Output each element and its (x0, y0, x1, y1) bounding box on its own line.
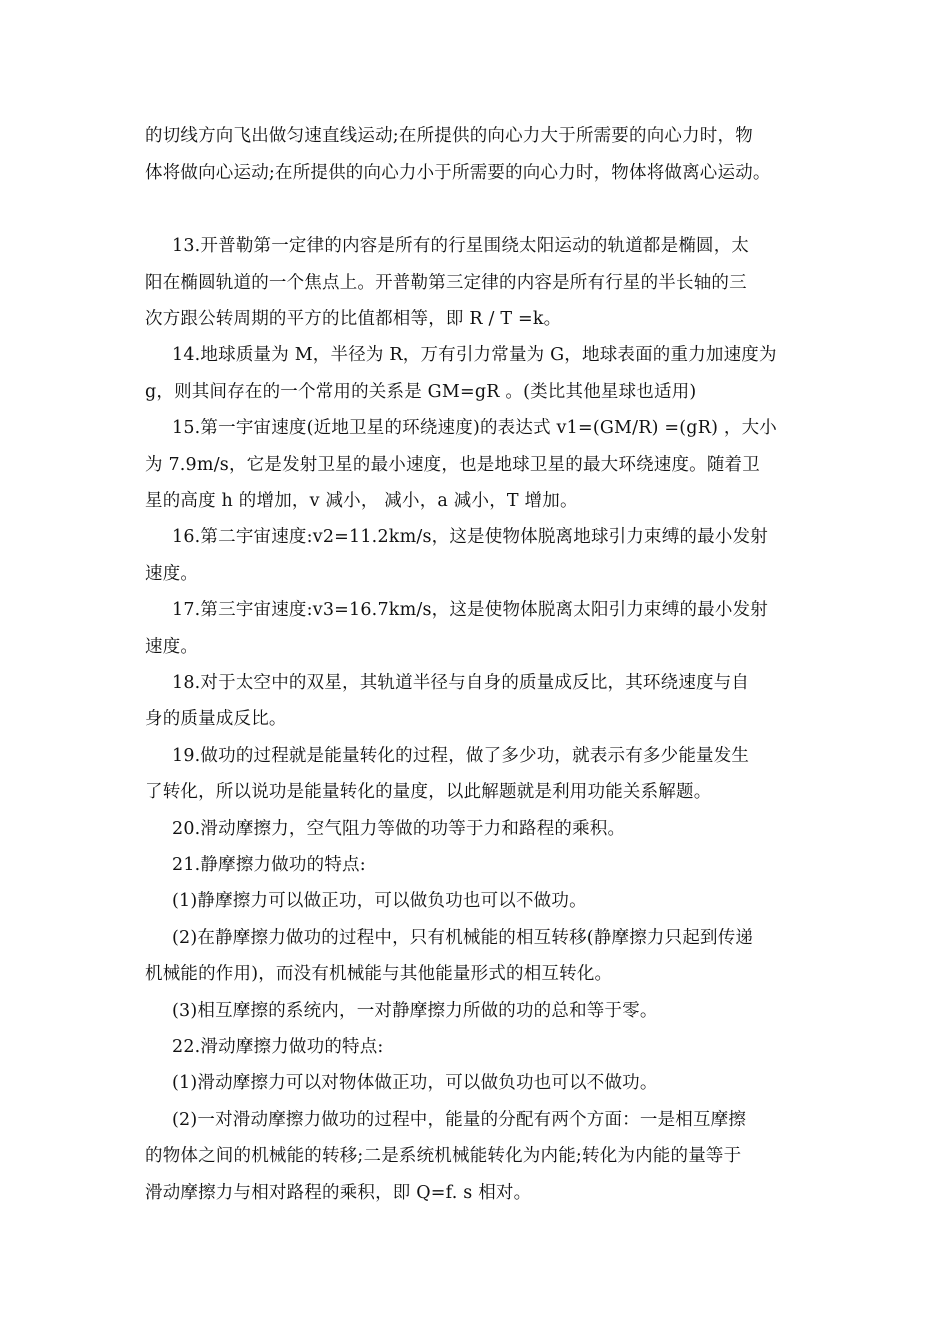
paragraph-22: 22.滑动摩擦力做功的特点: (172, 1037, 384, 1057)
list-item: (1)滑动摩擦力可以对物体做正功，可以做负功也可以不做功。 (172, 1073, 658, 1093)
paragraph-20: 20.滑动摩擦力，空气阻力等做的功等于力和路程的乘积。 (172, 819, 626, 839)
paragraph-13: 13.开普勒第一定律的内容是所有的行星围绕太阳运动的轨道都是椭圆，太 (172, 236, 750, 256)
text-line: 星的高度 h 的增加，v 减小， 减小，a 减小，T 增加。 (145, 491, 578, 511)
text-line: 阳在椭圆轨道的一个焦点上。开普勒第三定律的内容是所有行星的半长轴的三 (145, 273, 747, 293)
paragraph-17: 17.第三宇宙速度:v3=16.7km/s，这是使物体脱离太阳引力束缚的最小发射 (172, 600, 768, 620)
list-item: (1)静摩擦力可以做正功，可以做负功也可以不做功。 (172, 891, 587, 911)
list-item: (2)一对滑动摩擦力做功的过程中，能量的分配有两个方面：一是相互摩擦 (172, 1110, 747, 1130)
list-item: (3)相互摩擦的系统内，一对静摩擦力所做的功的总和等于零。 (172, 1001, 658, 1021)
text-line: 体将做向心运动;在所提供的向心力小于所需要的向心力时，物体将做离心运动。 (145, 163, 771, 183)
paragraph-16: 16.第二宇宙速度:v2=11.2km/s，这是使物体脱离地球引力束缚的最小发射 (172, 527, 768, 547)
text-line: 的切线方向飞出做匀速直线运动;在所提供的向心力大于所需要的向心力时，物 (145, 126, 753, 146)
text-line: g，则其间存在的一个常用的关系是 GM=gR 。(类比其他星球也适用) (145, 382, 697, 402)
paragraph-19: 19.做功的过程就是能量转化的过程，做了多少功，就表示有多少能量发生 (172, 746, 750, 766)
paragraph-21: 21.静摩擦力做功的特点: (172, 855, 366, 875)
text-line: 了转化，所以说功是能量转化的量度，以此解题就是利用功能关系解题。 (145, 782, 712, 802)
text-line: 速度。 (145, 637, 199, 657)
text-line: 的物体之间的机械能的转移;二是系统机械能转化为内能;转化为内能的量等于 (145, 1146, 742, 1166)
text-line: 滑动摩擦力与相对路程的乘积，即 Q=f. s 相对。 (145, 1183, 532, 1203)
text-line: 速度。 (145, 564, 199, 584)
list-item: (2)在静摩擦力做功的过程中，只有机械能的相互转移(静摩擦力只起到传递 (172, 928, 754, 948)
text-line: 机械能的作用)，而没有机械能与其他能量形式的相互转化。 (145, 964, 613, 984)
text-line: 次方跟公转周期的平方的比值都相等，即 R / T =k。 (145, 309, 562, 329)
paragraph-14: 14.地球质量为 M，半径为 R，万有引力常量为 G，地球表面的重力加速度为 (172, 345, 777, 365)
paragraph-15: 15.第一宇宙速度(近地卫星的环绕速度)的表达式 v1=(GM/R) =(gR) ，大小 (172, 418, 777, 438)
text-line: 身的质量成反比。 (145, 709, 287, 729)
paragraph-18: 18.对于太空中的双星，其轨道半径与自身的质量成反比，其环绕速度与自 (172, 673, 750, 693)
text-line: 为 7.9m/s，它是发射卫星的最小速度，也是地球卫星的最大环绕速度。随着卫 (145, 455, 760, 475)
